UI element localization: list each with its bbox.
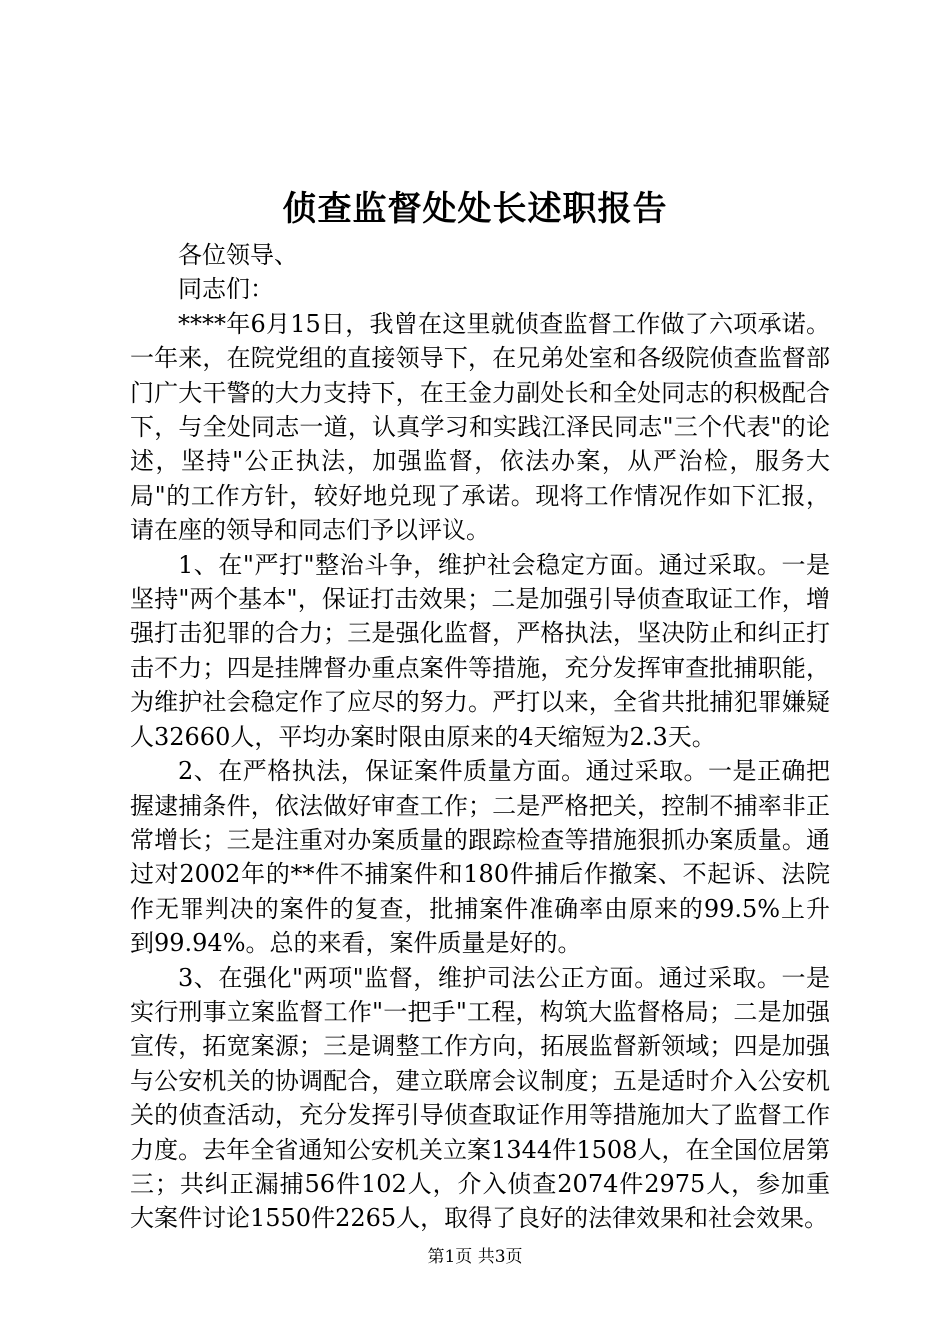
document-body: [130, 238, 830, 1236]
page-number-footer: 第1页 共3页: [427, 1247, 523, 1267]
section-3-paragraph: 3、在强化"两项"监督，维护司法公正方面。通过采取。一是实行刑事立案监督工作"一把手"工程，构筑大监督格局；二是加强宣传，拓宽案源；三是调整工作方向，拓展监督新领域；四是加强与公安机关的协调配合，建立联席会议制度；五是适时介入公安机关的侦查活动，充分发挥引导侦查取证作用等措施加大了监督工作力度。去年全省通知公安机关立案1344件1508人，在全国位居第三；共纠正漏捕56件102人，介入侦查2074件2975人，参加重大案件讨论1550件2265人，取得了良好的法律效果和社会效果。: [130, 963, 830, 1233]
salutation-line-2: 同志们：: [178, 275, 274, 304]
intro-paragraph: ****年6月15日，我曾在这里就侦查监督工作做了六项承诺。一年来，在院党组的直接领导下，在兄弟处室和各级院侦查监督部门广大干警的大力支持下，在王金力副处长和全处同志的积极配合下，与全处同志一道，认真学习和实践江泽民同志"三个代表"的论述，坚持"公正执法，加强监督，依法办案，从严治检，服务大局"的工作方针，较好地兑现了承诺。现将工作情况作如下汇报，请在座的领导和同志们予以评议。: [130, 309, 830, 545]
document-title: 侦查监督处处长述职报告: [282, 189, 668, 229]
salutation-line-1: 各位领导、: [178, 241, 298, 269]
section-1-paragraph: 1、在"严打"整治斗争，维护社会稳定方面。通过采取。一是坚持"两个基本"，保证打击效果；二是加强引导侦查取证工作，增强打击犯罪的合力；三是强化监督，严格执法，坚决防止和纠正打击不力；四是挂牌督办重点案件等措施，充分发挥审查批捕职能，为维护社会稳定作了应尽的努力。严打以来，全省共批捕犯罪嫌疑人32660人，平均办案时限由原来的4天缩短为2.3天。: [130, 550, 830, 751]
section-2-paragraph: 2、在严格执法，保证案件质量方面。通过采取。一是正确把握逮捕条件，依法做好审查工作；二是严格把关，控制不捕率非正常增长；三是注重对办案质量的跟踪检查等措施狠抓办案质量。通过对2002年的**件不捕案件和180件捕后作撤案、不起诉、法院作无罪判决的案件的复查，批捕案件准确率由原来的99.5%上升到99.94%。总的来看，案件质量是好的。: [130, 757, 830, 958]
